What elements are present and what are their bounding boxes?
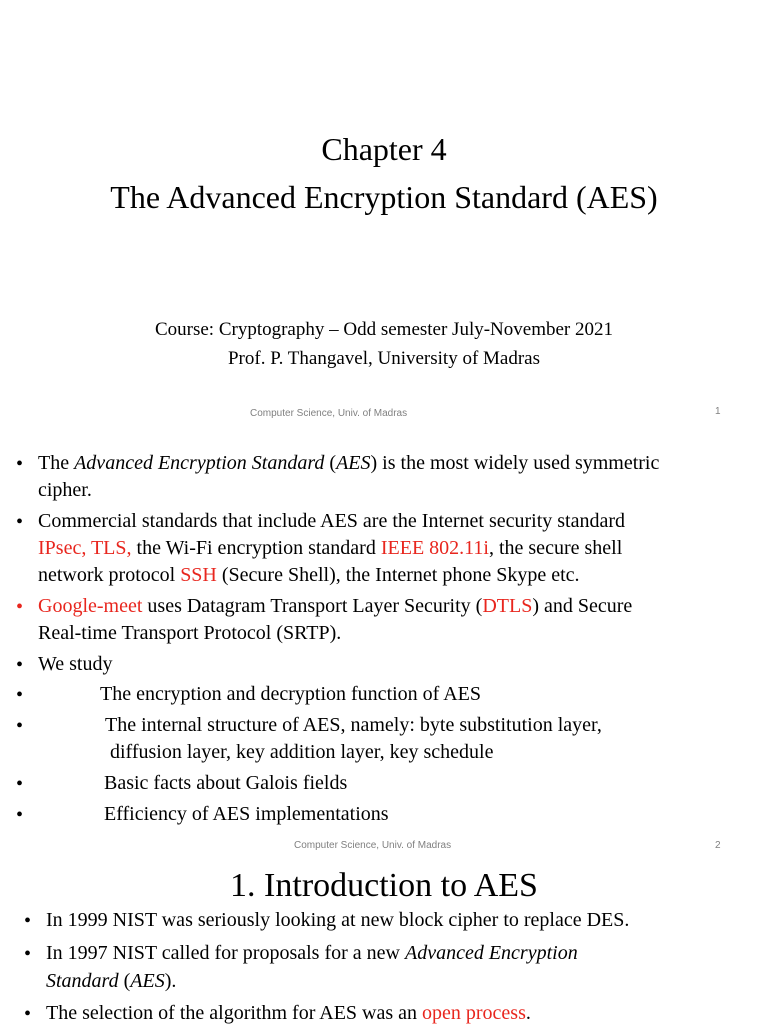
bullet-commercial-standards-line3: network protocol SSH (Secure Shell), the Internet phone Skype etc.	[38, 564, 580, 586]
bullet-aes-intro-cont: cipher.	[38, 479, 92, 501]
bullet-nist-1997-line2: Standard (AES).	[46, 970, 177, 992]
bullet-marker: •	[16, 596, 24, 618]
bullet-aes-intro: The Advanced Encryption Standard (AES) is the most widely used symmetric	[38, 452, 660, 474]
bullet-open-process: The selection of the algorithm for AES was an open process.	[46, 1002, 531, 1024]
slide-3	[0, 860, 768, 1024]
bullet-commercial-standards-line2: IPsec, TLS, the Wi-Fi encryption standard IEEE 802.11i, the secure shell	[38, 537, 623, 559]
bullet-marker: •	[16, 511, 24, 533]
bullet-commercial-standards: Commercial standards that include AES are the Internet security standard	[38, 510, 626, 532]
page-number: 1	[715, 406, 721, 417]
bullet-marker: •	[16, 715, 24, 737]
slide-1	[0, 0, 768, 428]
slide-footer: Computer Science, Univ. of Madras	[294, 840, 452, 851]
slide-title: 1. Introduction to AES	[230, 867, 538, 904]
slide-title: The Advanced Encryption Standard (AES)	[110, 179, 658, 215]
bullet-internal-structure: The internal structure of AES, namely: byte substitution layer,	[105, 714, 602, 736]
bullet-marker: •	[24, 943, 32, 965]
bullet-google-meet-line2: Real-time Transport Protocol (SRTP).	[38, 622, 342, 644]
slide-2	[0, 428, 768, 860]
chapter-heading: Chapter 4	[321, 131, 447, 167]
bullet-marker: •	[24, 910, 32, 932]
slide-footer: Computer Science, Univ. of Madras	[250, 408, 408, 419]
professor-line: Prof. P. Thangavel, University of Madras	[227, 348, 541, 369]
bullet-enc-dec: The encryption and decryption function of AES	[100, 683, 482, 705]
bullet-marker: •	[16, 804, 24, 826]
bullet-marker: •	[24, 1003, 32, 1025]
bullet-efficiency: Efficiency of AES implementations	[104, 803, 389, 825]
bullet-internal-structure-line2: diffusion layer, key addition layer, key schedule	[110, 741, 494, 763]
course-line: Course: Cryptography – Odd semester July-November 2021	[154, 319, 614, 340]
page-number: 2	[715, 840, 721, 851]
bullet-marker: •	[16, 773, 24, 795]
bullet-google-meet: Google-meet uses Datagram Transport Layer Security (DTLS) and Secure	[38, 595, 633, 617]
bullet-we-study: We study	[38, 653, 113, 675]
bullet-nist-1997: In 1997 NIST called for proposals for a new Advanced Encryption	[46, 942, 578, 964]
bullet-marker: •	[16, 453, 24, 475]
bullet-galois-fields: Basic facts about Galois fields	[104, 772, 348, 794]
bullet-marker: •	[16, 654, 24, 676]
bullet-marker: •	[16, 684, 24, 706]
bullet-nist-1999: In 1999 NIST was seriously looking at new block cipher to replace DES.	[46, 909, 630, 931]
